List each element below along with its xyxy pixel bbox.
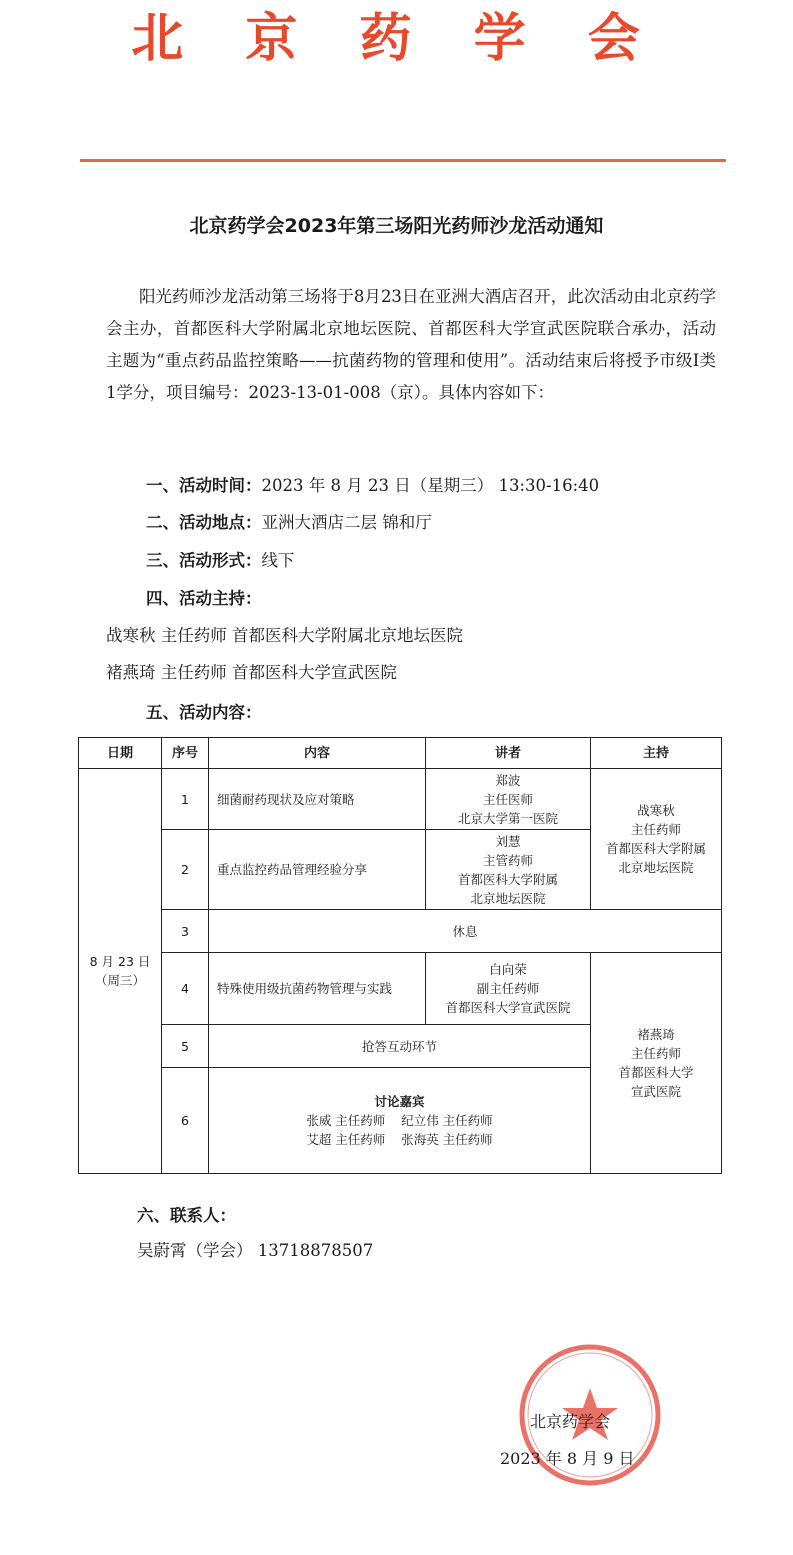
speaker-affiliation: 首都医科大学宣武医院 (445, 1000, 571, 1015)
row-number: 5 (162, 1025, 209, 1068)
speaker-title: 副主任药师 (476, 981, 540, 996)
section-format-value: 线下 (261, 551, 295, 570)
discussion-cell (209, 1068, 591, 1174)
section-format (146, 543, 295, 579)
row-content: 抢答互动环节 (209, 1025, 591, 1068)
moderator-affiliation: 北京地坛医院 (618, 860, 694, 875)
section-place-label: 二、活动地点： (146, 513, 262, 532)
row-content: 重点监控药品管理经验分享 (209, 830, 426, 910)
speaker-name: 刘慧 (495, 833, 521, 849)
signature-date: 2023 年 8 月 9 日 (500, 1449, 635, 1468)
speaker-title: 主管药师 (482, 852, 533, 868)
organization-header: 北 京 药 学 会 (131, 9, 662, 69)
table-row (79, 953, 722, 1025)
intro-text: 阳光药师沙龙活动第三场将于8月23日在亚洲大酒店召开，此次活动由北京药学会主办，首都医科大学附属北京地坛医院、首都医科大学宣武医院联合承办，活动主题为“重点药品监控策略——抗菌药物的管理和使用”。活动结束后将授予市级Ⅰ类1学分，项目编号：2023-13-01-008（京）。具体内容如下： (106, 287, 716, 402)
header-content: 内容 (209, 738, 426, 769)
date-line: 8 月 23 日 (89, 954, 151, 969)
speaker-name: 郑波 (495, 772, 521, 788)
signature-org: 北京药学会 (530, 1412, 611, 1431)
section-hosts (146, 581, 262, 617)
speaker-name: 白向荣 (489, 962, 527, 977)
section-time-label: 一、活动时间： (146, 476, 262, 495)
row-speaker (426, 769, 591, 830)
section-time (146, 468, 599, 504)
moderator-affiliation: 宣武医院 (630, 1084, 681, 1099)
speaker-title: 主任医师 (482, 791, 533, 807)
section-contact (137, 1198, 236, 1234)
section-time-value: 2023 年 8 月 23 日（星期三） 13:30-16:40 (261, 476, 600, 495)
moderator-cell (591, 953, 722, 1174)
moderator-title: 主任药师 (630, 822, 681, 837)
row-number: 2 (162, 830, 209, 910)
moderator-title: 主任药师 (630, 1046, 681, 1061)
document-title: 北京药学会2023年第三场阳光药师沙龙活动通知 (189, 215, 604, 237)
moderator-affiliation: 首都医科大学 (618, 1065, 694, 1080)
host-item: 褚燕琦 主任药师 首都医科大学宣武医院 (106, 663, 397, 682)
header-no: 序号 (162, 738, 209, 769)
row-content: 细菌耐药现状及应对策略 (209, 769, 426, 830)
moderator-name: 褚燕琦 (637, 1027, 675, 1042)
section-format-label: 三、活动形式： (146, 551, 262, 570)
section-contact-label: 六、联系人： (137, 1206, 236, 1225)
weekday-line: （周三） (94, 973, 145, 988)
section-place (146, 505, 432, 541)
row-speaker (426, 830, 591, 910)
host-item: 战寒秋 主任药师 首都医科大学附属北京地坛医院 (106, 626, 463, 645)
table-row (79, 910, 722, 953)
discussion-title: 讨论嘉宾 (374, 1094, 425, 1109)
section-hosts-label: 四、活动主持： (146, 589, 262, 608)
moderator-cell (591, 769, 722, 910)
header-moderator: 主持 (591, 738, 722, 769)
guest-row: 艾超 主任药师 张海英 主任药师 (306, 1132, 493, 1147)
row-speaker (426, 953, 591, 1025)
speaker-affiliation: 北京大学第一医院 (457, 810, 558, 826)
schedule-table (78, 737, 722, 1174)
row-number: 1 (162, 769, 209, 830)
header-divider (80, 159, 726, 162)
section-content (146, 695, 262, 731)
speaker-affiliation: 首都医科大学附属 (457, 871, 558, 887)
speaker-affiliation: 北京地坛医院 (470, 890, 546, 906)
section-content-label: 五、活动内容： (146, 703, 262, 722)
header-speaker: 讲者 (426, 738, 591, 769)
table-row (79, 769, 722, 830)
header-date: 日期 (79, 738, 162, 769)
guest-row: 张威 主任药师 纪立伟 主任药师 (306, 1113, 493, 1128)
intro-paragraph (106, 281, 716, 409)
row-number: 3 (162, 910, 209, 953)
row-number: 4 (162, 953, 209, 1025)
moderator-affiliation: 首都医科大学附属 (605, 841, 706, 856)
row-content: 休息 (209, 910, 722, 953)
section-place-value: 亚洲大酒店二层 锦和厅 (261, 513, 432, 532)
row-number: 6 (162, 1068, 209, 1174)
date-cell (79, 769, 162, 1174)
moderator-name: 战寒秋 (637, 803, 675, 818)
contact-value: 吴蔚霄（学会） 13718878507 (137, 1241, 374, 1260)
row-content: 特殊使用级抗菌药物管理与实践 (209, 953, 426, 1025)
table-header-row (79, 738, 722, 769)
